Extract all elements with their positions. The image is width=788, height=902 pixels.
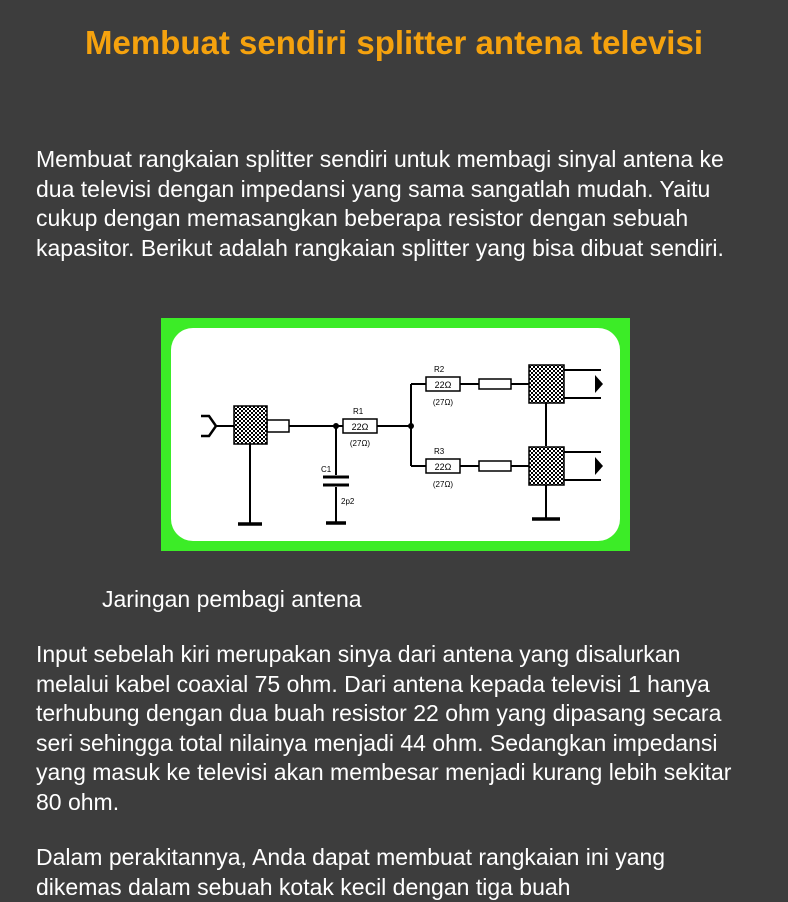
article-title: Membuat sendiri splitter antena televisi (84, 24, 703, 61)
input-connector (234, 406, 267, 444)
article-paragraph-1: Membuat rangkaian splitter sendiri untuk membagi sinyal antena ke dua televisi dengan impedansi yang sama sangatlah mudah. Yaitu cukup dengan memasangkan beberapa resistor dengan sebuah kapasitor. Berikut adalah rangkaian splitter yang bisa dibuat sendiri. (36, 146, 724, 261)
r1-alt-value-label: (27Ω) (349, 439, 371, 448)
output-2-connector (529, 447, 564, 485)
splitter-circuit-diagram (171, 328, 620, 541)
r1-name-label: R1 (353, 407, 364, 416)
r2-alt-value-label: (27Ω) (432, 398, 454, 407)
input-connector-pin (267, 420, 289, 432)
circuit-figure-panel (171, 328, 620, 541)
c1-name-label: C1 (321, 465, 332, 474)
output-2-arrow-icon (595, 457, 603, 475)
r2-value-label: 22Ω (434, 380, 452, 390)
article-paragraph-3: Dalam perakitannya, Anda dapat membuat rangkaian ini yang dikemas dalam sebuah kotak kecil dengan tiga buah (36, 844, 666, 900)
output-1-connector (529, 365, 564, 403)
output-1-connector-pin (479, 379, 511, 389)
output-1-arrow-icon (595, 375, 603, 393)
output-2-connector-pin (479, 461, 511, 471)
input-arrow-icon (201, 416, 216, 436)
r3-name-label: R3 (434, 447, 445, 456)
junction-dot (333, 423, 339, 429)
r3-value-label: 22Ω (434, 462, 452, 472)
c1-value-label: 2p2 (341, 497, 355, 506)
article-paragraph-2: Input sebelah kiri merupakan sinya dari antena yang disalurkan melalui kabel coaxial 75 ohm. Dari antena kepada televisi 1 hanya terhubung dengan dua buah resistor 22 ohm yang dipasang secara seri sehingga total nilainya menjadi 44 ohm. Sedangkan impedansi yang masuk ke televisi akan membesar menjadi kurang lebih sekitar 80 ohm. (36, 641, 732, 815)
circuit-figure (161, 318, 630, 551)
r2-name-label: R2 (434, 365, 445, 374)
r3-alt-value-label: (27Ω) (432, 480, 454, 489)
r1-value-label: 22Ω (351, 422, 369, 432)
figure-caption: Jaringan pembagi antena (102, 586, 362, 612)
junction-dot (408, 423, 414, 429)
